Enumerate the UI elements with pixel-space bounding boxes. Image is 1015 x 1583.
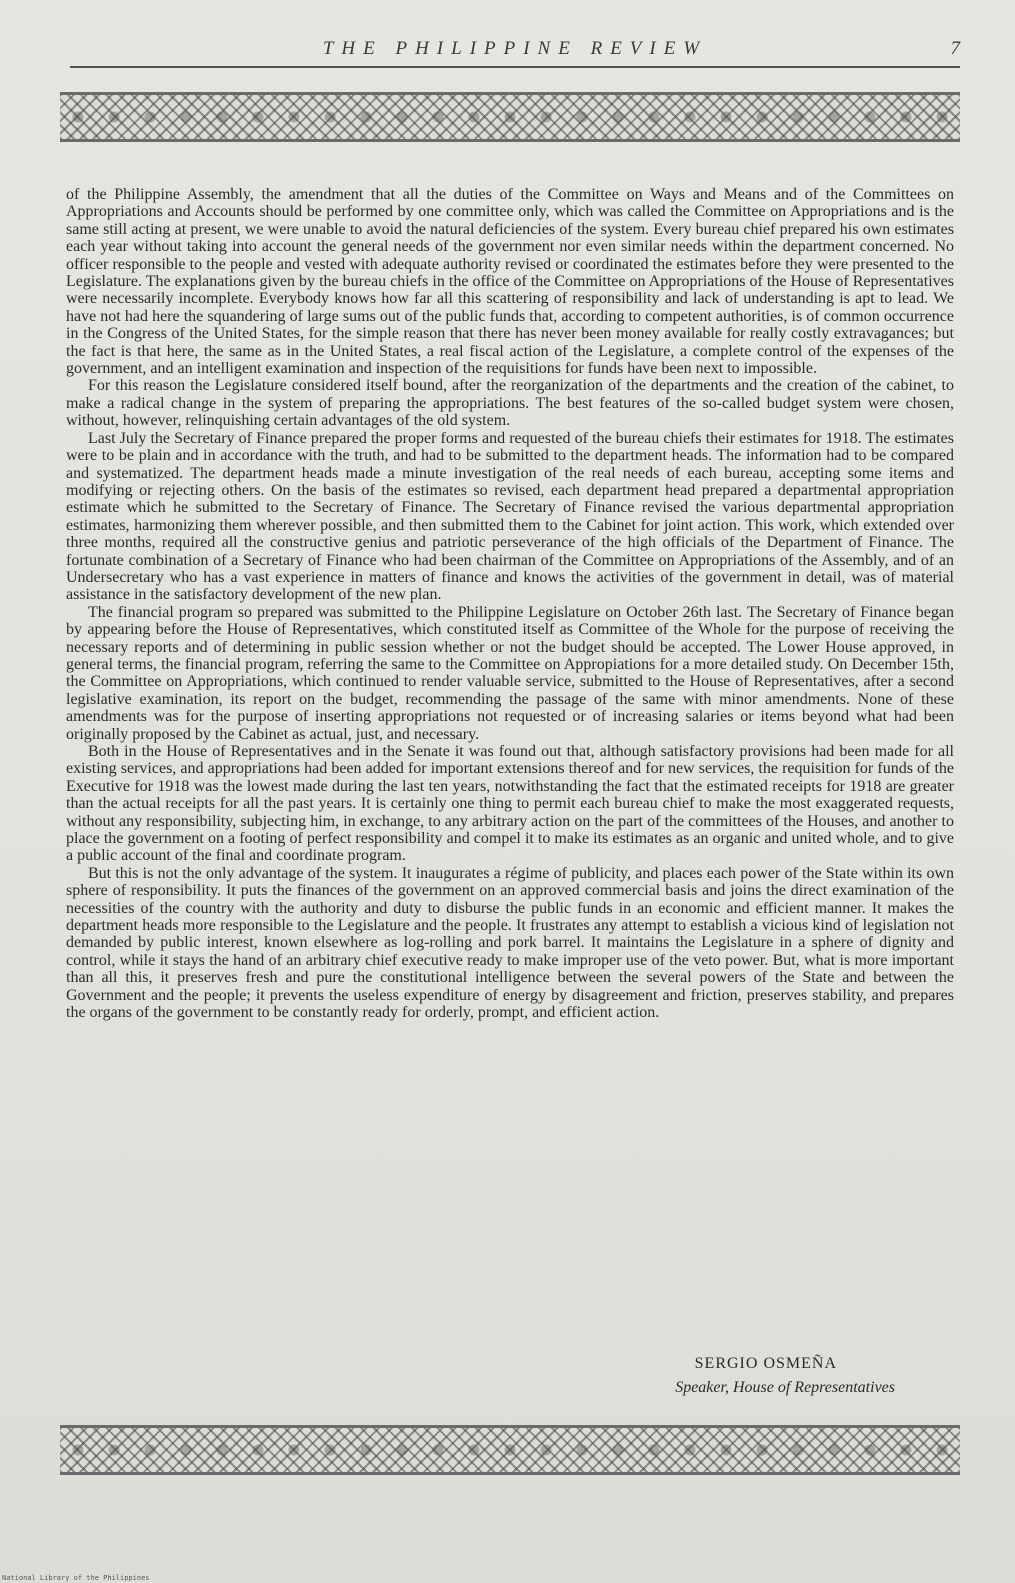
page-number: 7: [950, 38, 960, 59]
paragraph: For this reason the Legislature considered itself bound, after the reorganization of the departments and the creation of the cabinet, to make a radical change in the system of preparing the appropriations. The best features of the so-called budget system were chosen, without, however, relinquishing certain advantages of the old system.: [66, 377, 954, 430]
paragraph: But this is not the only advantage of the system. It inaugurates a régime of publicity, and places each power of the State within its own sphere of responsibility. It puts the finances of the government on an approved commercial basis and joins the direct examination of the necessities of the country with the authority and duty to disburse the public funds in an economic and efficient manner. It makes the department heads more responsible to the Legislature and the people. It frustrates any attempt to establish a vicious kind of legislation not demanded by public interest, known elsewhere as log-rolling and pork barrel. It maintains the Legislature in a sphere of dignity and control, while it stays the hand of an arbitrary chief executive ready to make improper use of the veto power. But, what is more important than all this, it preserves fresh and pure the constitutional intelligence between the several powers of the State and between the Government and the people; it prevents the useless expenditure of energy by disagreement and friction, preserves stability, and prepares the organs of the government to be constantly ready for orderly, prompt, and efficient action.: [66, 864, 954, 1022]
signatory-title: Speaker, House of Representatives: [675, 1379, 895, 1396]
library-credit: National Library of the Philippines: [2, 1574, 150, 1582]
signature-block: [675, 1355, 895, 1397]
signatory-name: SERGIO OSMEÑA: [694, 1355, 837, 1372]
journal-title: THE PHILIPPINE REVIEW: [322, 38, 708, 59]
bottom-ornamental-border: [60, 1425, 960, 1475]
paragraph: of the Philippine Assembly, the amendment that all the duties of the Committee on Ways and Means and of the Committees on Appropriations and Accounts should be performed by one committee only, which was called the Committee on Appropriations and is the same still acting at present, we were unable to avoid the natural deficiencies of the system. Every bureau chief prepared his own estimates each year without taking into account the general needs of the government nor even similar needs within the department concerned. No officer responsible to the people and vested with adequate authority revised or coordinated the estimates before they were presented to the Legislature. The explanations given by the bureau chiefs in the office of the Committee on Appropriations of the House of Representatives were necessarily incomplete. Everybody knows how far all this scattering of responsibility and lack of understanding is apt to lead. We have not had here the squandering of large sums out of the public funds that, according to competent authorities, is of common occurrence in the Congress of the United States, for the simple reason that there has never been money available for really costly extravagances; but the fact is that here, the same as in the United States, a real fiscal action of the Legislature, a complete control of the expenses of the government, and an intelligent examination and inspection of the requisitions for funds have been next to impossible.: [66, 186, 954, 378]
paragraph: The financial program so prepared was submitted to the Philippine Legislature on October 26th last. The Secretary of Finance began by appearing before the House of Representatives, which constituted itself as Committee of the Whole for the purpose of receiving the necessary reports and of determining in public session whether or not the budget should be accepted. The Lower House approved, in general terms, the financial program, referring the same to the Committee on Appropiations for a more detailed study. On December 15th, the Committee on Appropriations, which continued to render valuable service, submitted to the House of Representatives, after a second legislative examination, its report on the budget, recommending the passage of the same with minor amendments. None of these amendments was for the purpose of inserting appropriations not requested or of increasing salaries or items beyond what had been originally proposed by the Cabinet as actual, just, and necessary.: [66, 603, 954, 743]
article-body: [66, 186, 954, 1022]
top-ornamental-border: [60, 92, 960, 142]
paragraph: Both in the House of Representatives and in the Senate it was found out that, although satisfactory provisions had been made for all existing services, and appropriations had been added for important extensions thereof and for new services, the requisition for funds of the Executive for 1918 was the lowest made during the last ten years, notwithstanding the fact that the estimated receipts for 1918 are greater than the actual receipts for all the past years. It is certainly one thing to permit each bureau chief to make the most exaggerated requests, without any responsibility, subjecting him, in exchange, to any arbitrary action on the part of the committees of the Houses, and another to place the government on a footing of perfect responsibility and compel it to make its estimates as an organic and united whole, and to give a public account of the final and coordinate program.: [66, 743, 954, 865]
page-header: [70, 38, 960, 68]
paragraph: Last July the Secretary of Finance prepared the proper forms and requested of the bureau chiefs their estimates for 1918. The estimates were to be plain and in accordance with the truth, and had to be submitted to the department heads. The information had to be compared and systematized. The department heads made a minute investigation of the real needs of each bureau, accepting some items and modifying or rejecting others. On the basis of the estimates so revised, each department head prepared a departmental appropriation estimate which he submitted to the Secretary of Finance. The Secretary of Finance revised the various departmental appropriation estimates, harmonizing them wherever possible, and then submitted them to the Cabinet for joint action. This work, which extended over three months, required all the constructive genius and patriotic perseverance of the high officials of the Department of Finance. The fortunate combination of a Secretary of Finance who had been chairman of the Committee on Appropriations of the Assembly, and of an Undersecretary who has a vast experience in matters of finance and knows the activities of the government in detail, was of material assistance in the satisfactory development of the new plan.: [66, 429, 954, 604]
